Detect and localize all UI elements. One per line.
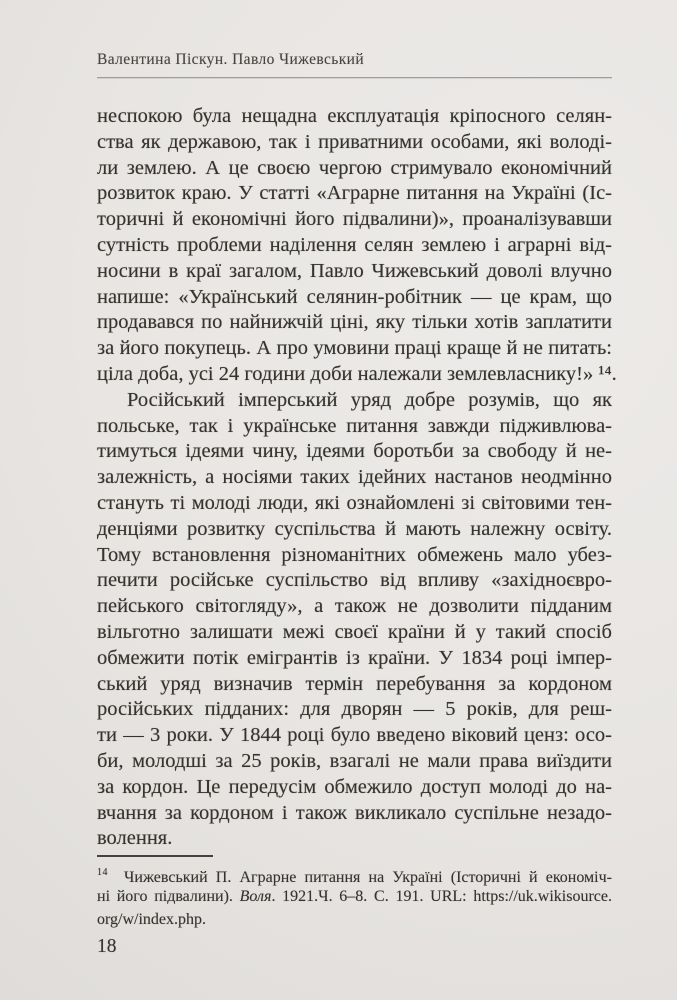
body-text-line: за його покупець. А про умовини праці краще й не питать:: [97, 337, 612, 360]
body-text-line: Російський імперський уряд добре розумів, що як: [127, 388, 612, 411]
body-text-line: носини в краї загалом, Павло Чижевський доволі влучно: [97, 259, 612, 282]
body-text-line: ціла доба, усі 24 години доби належали землевласнику!» ¹⁴.: [97, 362, 617, 385]
body-text-line: печити російське суспільство від впливу «західноєвро-: [97, 569, 612, 592]
footnote: [97, 861, 612, 932]
body-text-line: пейського світогляду», а також не дозволити підданим: [97, 595, 612, 618]
running-header: Валентина Піскун. Павло Чижевський: [97, 51, 365, 68]
footnote-line: [97, 861, 612, 885]
body-text-line: Тому встановлення різноманітних обмежень мало убез-: [97, 543, 612, 566]
page-number: 18: [97, 935, 117, 957]
body-text-line: ти — 3 роки. У 1844 році було введено віковий ценз: осо-: [97, 724, 612, 747]
body-text-line: тимуться ідеями чину, ідеями боротьби за свободу й не-: [97, 440, 612, 463]
body-text-line: російських підданих: для дворян — 5 років, для реш-: [97, 698, 612, 721]
body-text-line: за кордон. Це передусім обмежило доступ молоді до на-: [97, 775, 612, 798]
body-text-line: неспокою була нещадна експлуатація кріпосного селян-: [97, 105, 612, 127]
body-text-line: залежність, а носіями таких ідейних настанов неодмінно: [97, 466, 612, 489]
body-text-line: ський уряд визначив термін перебування за кордоном: [97, 672, 612, 695]
body-text-line: би, молодші за 25 років, взагалі не мали права виїздити: [97, 749, 612, 772]
footnote-text: Чижевський П. Аграрне питання на Україні (Історичні й економіч-: [124, 869, 612, 887]
body-text-line: польське, так і українське питання завжди підживлюва-: [97, 414, 612, 437]
body-text-line: ства як державою, так і приватними особами, які володі-: [97, 130, 612, 153]
body-text-line: вільготно залишати межі своєї країни й у такий спосіб: [97, 620, 612, 643]
footnote-line: [97, 885, 612, 909]
body-text-line: ли землею. А це своєю чергою стримувало економічний: [97, 156, 612, 179]
footnote-text: ні його підвалини).: [97, 887, 240, 905]
body-text-line: розвиток краю. У статті «Аграрне питання на Україні (Іс-: [97, 182, 612, 205]
footnote-line: org/w/index.php.: [97, 911, 207, 929]
footnote-rule: [97, 855, 213, 857]
body-text-line: торичні й економічні його підвалини)», проаналізувавши: [97, 208, 612, 231]
body-text-line: волення.: [97, 827, 173, 850]
body-text-line: вчання за кордоном і також викликало суспільне незадо-: [97, 801, 612, 824]
body-text: [97, 104, 617, 852]
body-text-line: напише: «Український селянин-робітник — це крам, що: [97, 285, 612, 308]
footnote-journal-title: Воля: [239, 887, 272, 905]
body-text-line: денціями розвитку суспільства й мають належну освіту.: [97, 517, 612, 540]
header-rule: [97, 77, 612, 78]
body-text-line: обмежити потік емігрантів із країни. У 1834 році імпер-: [97, 646, 612, 669]
footnote-marker: 14: [97, 867, 108, 879]
page-header: [97, 50, 612, 78]
body-text-line: сутність проблеми наділення селян землею і аграрні від-: [97, 233, 612, 256]
footnote-text: . 1921.Ч. 6–8. С. 191. URL: https://uk.wikisource.: [271, 887, 613, 905]
body-text-line: стануть ті молоді люди, які ознайомлені зі світовими тен-: [97, 491, 612, 514]
body-text-line: продавався по найнижчій ціні, яку тільки хотів заплатити: [97, 311, 612, 334]
